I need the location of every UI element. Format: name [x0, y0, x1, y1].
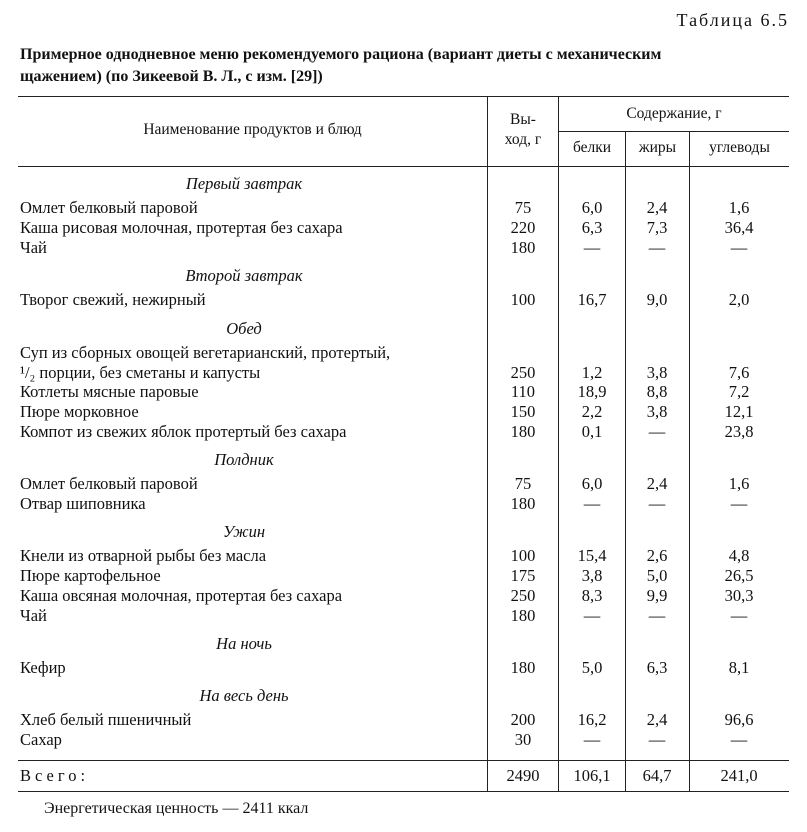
dish-name: Омлет белковый паровой	[20, 474, 198, 493]
protein-value: 2,2	[581, 402, 603, 421]
dish-name: Пюре морковное	[20, 402, 139, 421]
fat-value: 2,4	[646, 198, 668, 217]
protein-value: 0,1	[581, 422, 603, 441]
section-title: На весь день	[199, 686, 289, 705]
output-value: 220	[510, 218, 536, 237]
section-title: Полдник	[214, 450, 274, 469]
fat-value: 2,6	[646, 546, 668, 565]
protein-value: 15,4	[577, 546, 607, 565]
carbs-value: 7,2	[728, 382, 750, 401]
protein-value: 6,0	[581, 474, 603, 493]
fat-value: 3,8	[646, 402, 668, 421]
header-bottom-rule	[18, 166, 789, 167]
dish-name: Кефир	[20, 658, 66, 677]
fat-value: 2,4	[646, 474, 668, 493]
output-value: 30	[514, 730, 532, 749]
protein-value: 5,0	[581, 658, 603, 677]
fat-value: —	[648, 730, 666, 749]
carbs-value: 7,6	[728, 363, 750, 382]
fat-value: 6,3	[646, 658, 668, 677]
output-value: 175	[510, 566, 536, 585]
fat-value: —	[648, 238, 666, 257]
dish-name: Чай	[20, 606, 47, 625]
dish-name: Компот из свежих яблок протертый без сахара	[20, 422, 347, 441]
carbs-value: 36,4	[724, 218, 754, 237]
dish-name: Каша рисовая молочная, протертая без сахара	[20, 218, 343, 237]
protein-value: 16,2	[577, 710, 607, 729]
energy-value-note: Энергетическая ценность — 2411 ккал	[44, 800, 309, 817]
output-value: 75	[514, 474, 532, 493]
dish-name: Пюре картофельное	[20, 566, 161, 585]
table-row	[0, 402, 807, 422]
output-value: 100	[510, 290, 536, 309]
dish-name: Сахар	[20, 730, 62, 749]
carbs-value: 1,6	[728, 474, 750, 493]
carbs-value: 4,8	[728, 546, 750, 565]
protein-value: 8,3	[581, 586, 603, 605]
carbs-value: 23,8	[724, 422, 754, 441]
carbs-value: 8,1	[728, 658, 750, 677]
dish-name: Омлет белковый паровой	[20, 198, 198, 217]
output-value: 150	[510, 402, 536, 421]
table-row	[0, 658, 807, 678]
carbs-value: 96,6	[724, 710, 754, 729]
header-content-group: Содержание, г	[626, 105, 722, 122]
total-protein: 106,1	[573, 766, 611, 785]
output-value: 180	[510, 658, 536, 677]
dish-name: Котлеты мясные паровые	[20, 382, 199, 401]
carbs-value: 1,6	[728, 198, 750, 217]
dish-name: Творог свежий, нежирный	[20, 290, 206, 309]
carbs-value: —	[730, 606, 748, 625]
carbs-value: —	[730, 494, 748, 513]
protein-value: 6,0	[581, 198, 603, 217]
fat-value: 7,3	[646, 218, 668, 237]
table-row	[0, 343, 807, 363]
carbs-value: 30,3	[724, 586, 754, 605]
table-row	[0, 382, 807, 402]
table-row	[0, 290, 807, 310]
carbs-value: —	[730, 238, 748, 257]
protein-value: 3,8	[581, 566, 603, 585]
fat-value: 9,9	[646, 586, 668, 605]
output-value: 180	[510, 494, 536, 513]
carbs-value: —	[730, 730, 748, 749]
dish-name: Чай	[20, 238, 47, 257]
table-row	[0, 474, 807, 494]
table-row	[0, 218, 807, 238]
fat-value: —	[648, 422, 666, 441]
carbs-value: 12,1	[724, 402, 754, 421]
protein-value: —	[583, 730, 601, 749]
table-number-label: Таблица 6.5	[676, 10, 789, 30]
output-value: 200	[510, 710, 536, 729]
header-output-line-1: Вы-	[510, 111, 536, 128]
header-protein: белки	[572, 139, 612, 156]
dish-name: Суп из сборных овощей вегетарианский, протертый,	[20, 343, 391, 362]
table-row	[0, 586, 807, 606]
table-row	[0, 238, 807, 258]
fat-value: 3,8	[646, 363, 668, 382]
dish-name: Отвар шиповника	[20, 494, 146, 513]
fat-value: 5,0	[646, 566, 668, 585]
total-row	[0, 766, 807, 786]
output-value: 180	[510, 422, 536, 441]
fat-value: 9,0	[646, 290, 668, 309]
table-row	[0, 494, 807, 514]
carbs-value: 2,0	[728, 290, 750, 309]
table-row	[0, 606, 807, 626]
table-caption	[20, 44, 790, 110]
header-name-column: Наименование продуктов и блюд	[143, 121, 362, 138]
total-fat: 64,7	[642, 766, 672, 785]
output-value: 180	[510, 606, 536, 625]
table-row	[0, 198, 807, 218]
section-title: Обед	[226, 319, 262, 338]
fat-value: 8,8	[646, 382, 668, 401]
section-title: Ужин	[222, 522, 266, 541]
table-row	[0, 546, 807, 566]
section-title: Первый завтрак	[185, 174, 303, 193]
caption-line-1: Примерное однодневное меню рекомендуемого рациона (вариант диеты с механическим	[20, 46, 662, 63]
output-value: 250	[510, 363, 536, 382]
fat-value: 2,4	[646, 710, 668, 729]
total-top-rule	[18, 760, 789, 761]
total-label: Всего:	[20, 766, 90, 785]
protein-value: —	[583, 494, 601, 513]
table-row	[0, 363, 807, 383]
header-carbs: углеводы	[709, 139, 770, 156]
table-row	[0, 730, 807, 750]
total-carbs: 241,0	[720, 766, 758, 785]
header-output-line-2: ход, г	[504, 131, 542, 148]
header-fat: жиры	[638, 139, 677, 156]
protein-value: 6,3	[581, 218, 603, 237]
output-value: 110	[510, 382, 536, 401]
section-title: На ночь	[216, 634, 272, 653]
output-value: 75	[514, 198, 532, 217]
protein-value: —	[583, 606, 601, 625]
table-row	[0, 566, 807, 586]
protein-value: 18,9	[577, 382, 607, 401]
output-value: 180	[510, 238, 536, 257]
table-row	[0, 710, 807, 730]
header-output-column	[488, 110, 558, 150]
dish-name: Каша овсяная молочная, протертая без сахара	[20, 586, 343, 605]
protein-value: 1,2	[581, 363, 603, 382]
table-bottom-rule	[18, 791, 789, 792]
section-title: Второй завтрак	[185, 266, 303, 285]
output-value: 250	[510, 586, 536, 605]
protein-value: 16,7	[577, 290, 607, 309]
content-group-rule	[559, 131, 789, 132]
dish-name: Хлеб белый пшеничный	[20, 710, 192, 729]
total-output: 2490	[506, 766, 540, 785]
dish-name: ¹/₂ порции, без сметаны и капусты	[20, 363, 261, 382]
fat-value: —	[648, 606, 666, 625]
protein-value: —	[583, 238, 601, 257]
dish-name: Кнели из отварной рыбы без масла	[20, 546, 267, 565]
caption-line-2: щажением) (по Зикеевой В. Л., с изм. [29])	[20, 68, 323, 85]
table-top-rule	[18, 96, 789, 97]
table-row	[0, 422, 807, 442]
carbs-value: 26,5	[724, 566, 754, 585]
output-value: 100	[510, 546, 536, 565]
fat-value: —	[648, 494, 666, 513]
